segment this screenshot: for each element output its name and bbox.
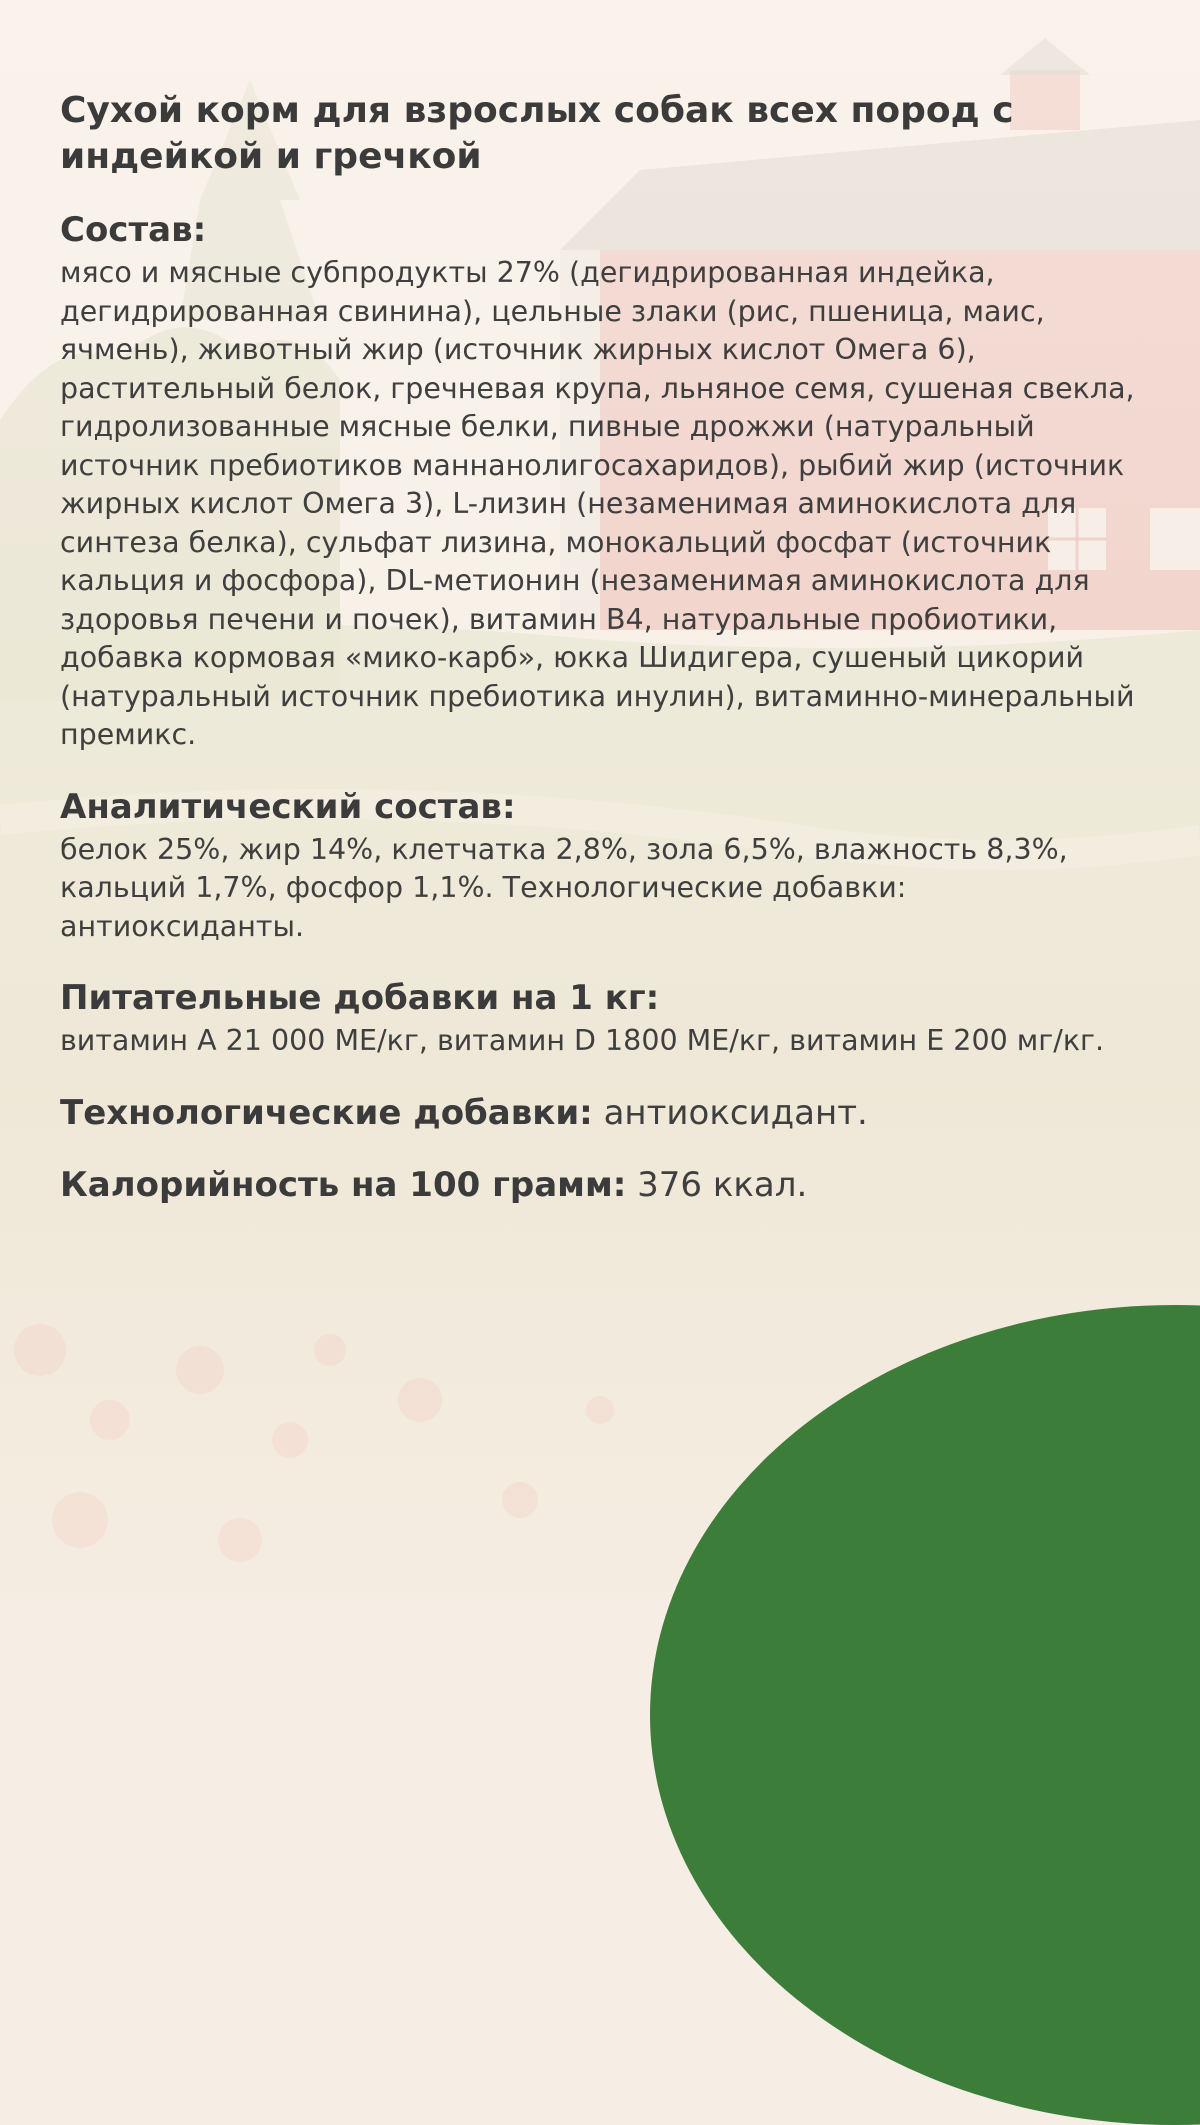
composition-text: мясо и мясные субпродукты 27% (дегидрированная индейка, дегидрированная свинина), цельные злаки (рис, пшеница, маис, ячмень), животный жир (источник жирных кислот Омега 6), растительный белок, гречневая крупа, льняное семя, сушеная свекла, гидролизованные мясные белки, пивные дрожжи (натуральный источник пребиотиков маннанолигосахаридов), рыбий жир (источник жирных кислот Омега 3), L-лизин (незаменимая аминокислота для синтеза белка), сульфат лизина, монокальций фосфат (источник кальция и фосфора), DL-метионин (незаменимая аминокислота для здоровья печени и почек), витамин В4, натуральные пробиотики, добавка кормовая «мико-карб», юкка Шидигера, сушеный цикорий (натуральный источник пребиотика инулин), витаминно-минеральный премикс.: [60, 256, 1135, 751]
calories-value: 376 ккал.: [637, 1164, 808, 1205]
composition-section: [60, 206, 1150, 755]
analytical-heading: Аналитический состав:: [60, 786, 516, 827]
composition-heading: Состав:: [60, 210, 207, 250]
technological-line: [60, 1089, 1150, 1137]
analytical-text: белок 25%, жир 14%, клетчатка 2,8%, зола 6,5%, влажность 8,3%, кальций 1,7%, фосфор 1,1%. Технологические добавки: антиоксиданты.: [60, 832, 1068, 943]
calories-line: [60, 1161, 1150, 1209]
nutritional-heading: Питательные добавки на 1 кг:: [60, 978, 660, 1018]
technological-label: Технологические добавки:: [60, 1092, 593, 1133]
technological-value: антиоксидант.: [603, 1092, 868, 1133]
nutritional-section: [60, 974, 1150, 1061]
analytical-section: [60, 783, 1150, 947]
product-title: Сухой корм для взрослых собак всех пород с индейкой и гречкой: [60, 90, 1014, 177]
product-info: [60, 88, 1150, 1233]
nutritional-text: витамин А 21 000 МЕ/кг, витамин D 1800 МЕ/кг, витамин Е 200 мг/кг.: [60, 1024, 1105, 1057]
calories-label: Калорийность на 100 грамм:: [60, 1164, 627, 1205]
